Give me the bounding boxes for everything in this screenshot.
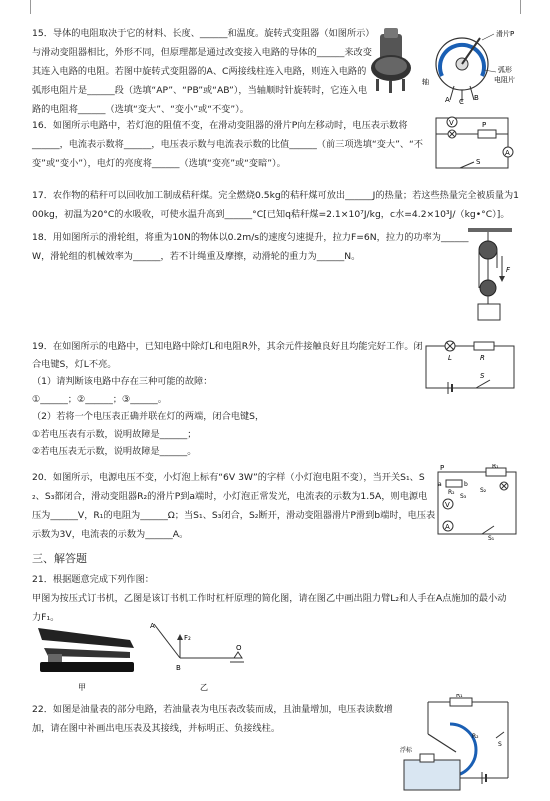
q20-line-3: 压为______V，R₁的电阻为______Ω；当S₁、S₃闭合，S₂断开，滑动变阻器滑片P滑到b端时，电压表: [32, 510, 436, 521]
corner-mark: [520, 0, 529, 14]
lever-diagram: [154, 624, 244, 662]
q19-line-6: ①若电压表有示数，说明故障是______；: [32, 428, 197, 440]
q18-line-1: 18．用如图所示的滑轮组，将重为10N的物体以0.2m/s的速度匀速提升，拉力F=6N，拉力的功率为______: [32, 232, 469, 243]
rotary-rheostat-figure: [370, 24, 520, 104]
label-yi: 乙: [200, 683, 208, 692]
label-resistor-piece: 电阻片: [494, 76, 515, 84]
label-b: B: [474, 94, 479, 102]
label-l: L: [448, 354, 452, 362]
label-force-f: F: [506, 266, 511, 274]
label-b-end: b: [464, 481, 468, 488]
q21-line-1: 21．根据题意完成下列作图：: [32, 574, 154, 585]
pulley-figure: [466, 228, 516, 324]
q22-line-1: 22．如图是油量表的部分电路，若油量表为电压表改装而成，且油量增加，电压表读数增: [32, 704, 393, 715]
label-a-end: a: [438, 481, 442, 488]
question-15: [32, 24, 374, 119]
label-ammeter: A: [505, 149, 510, 157]
label-a: A: [445, 96, 450, 104]
label-slider-p: 滑片P: [496, 30, 515, 38]
stapler-lever-figure: [30, 618, 270, 694]
circuit-figure-20: [432, 464, 522, 540]
label-r2: R₂: [448, 489, 455, 496]
label-f2: F₂: [184, 634, 191, 642]
q22-line-2: 加，请在图中补画出电压表及其接线，并标明正、负接线柱。: [32, 723, 281, 734]
q20-line-2: ₂、S₃都闭合，滑动变阻器R₂的滑片P到a端时，小灯泡正常发光，电流表的示数为1.5A，则电源电: [32, 491, 428, 502]
label-r1-22: R₁: [456, 694, 463, 699]
label-switch-s: S: [480, 372, 485, 380]
q19-line-3: （1）请判断该电路中存在三种可能的故障：: [32, 376, 213, 387]
corner-mark: [22, 0, 31, 14]
q19-line-5: （2）若将一个电压表正确并联在灯的两端，闭合电键S，: [32, 411, 265, 422]
label-float: 浮标: [400, 747, 413, 754]
q17-line-2: 00kg，初温为20°C的水吸收，可使水温升高到______°C[已知q秸秆煤=2.1×10⁷J/kg，c水=4.2×10³J/（kg•°C）]。: [32, 209, 510, 220]
question-19: [32, 338, 423, 461]
circuit-figure-19: [420, 338, 520, 394]
question-18: [32, 228, 469, 266]
question-20: [32, 468, 435, 544]
q20-line-4: 示数为3V，电流表的示数为______A。: [32, 529, 189, 540]
knob-image: [371, 28, 411, 93]
label-s1: S₁: [488, 535, 495, 540]
q15-line-4: 弧形电阻片是______段（选填“AP”、“PB”或“AB”），当轴顺时针旋转时，它连入电: [32, 85, 368, 96]
question-17: [32, 186, 519, 224]
q20-line-1: 20．如图所示，电源电压不变，小灯泡上标有“6V 3W”的字样（小灯泡电阻不变），当开关S₁、S: [32, 472, 425, 483]
label-voltmeter-20: V: [445, 501, 450, 509]
label-voltmeter: V: [449, 119, 454, 127]
label-c: C: [459, 98, 464, 104]
label-ammeter-20: A: [445, 523, 450, 531]
q17-line-1: 17．农作物的秸秆可以回收加工制成秸秆煤。完全燃烧0.5kg的秸秆煤可放出______J的热量；若这些热量完全被质量为1: [32, 190, 520, 201]
label-s: S: [476, 158, 481, 166]
label-o: O: [236, 644, 242, 652]
label-s-22: S: [498, 741, 502, 748]
q19-line-1: 19．在如图所示的电路中，已知电路中除灯L和电阻R外，其余元件接触良好且均能完好工作。闭: [32, 341, 423, 352]
question-22: [32, 700, 393, 738]
q19-line-7: ②若电压表无示数，说明故障是______。: [32, 446, 197, 457]
q21-line-3: 力F₁。: [32, 612, 60, 623]
oil-gauge-figure: [398, 694, 524, 798]
stapler-image: [38, 628, 134, 672]
q15-line-1: 15．导体的电阻取决于它的材料、长度、______和温度。旋转式变阻器（如图所示）: [32, 28, 375, 39]
label-p: P: [440, 464, 445, 472]
q16-line-2: ______，电流表示数将______，电压表示数与电流表示数的比值______（前三项选填“变大”、“不: [32, 139, 423, 150]
q15-line-3: 其连入电路的电阻。若图中旋转式变阻器的A、C两接线柱连入电路，则连入电路的: [32, 66, 367, 77]
label-b: B: [176, 664, 181, 672]
q15-line-2: 与滑动变阻器相比，外形不同，但原理都是通过改变接入电路的导体的______来改变: [32, 47, 372, 58]
label-s2: S₂: [480, 487, 487, 494]
label-r2-22: R₂: [472, 733, 479, 740]
section-heading: 三、解答题: [32, 552, 87, 565]
q16-line-3: 变”或“变小”），电灯的亮度将______（选填“变亮”或“变暗”）。: [32, 158, 286, 169]
q18-line-2: W，滑轮组的机械效率为______，若不计绳重及摩擦，动滑轮的重力为______N。: [32, 251, 361, 262]
label-arc: 弧形: [498, 66, 512, 74]
label-r: R: [480, 354, 485, 362]
label-shaft: 轴: [422, 78, 429, 86]
q21-line-2: 甲图为按压式订书机，乙图是该订书机工作时杠杆原理的简化图，请在图乙中画出阻力臂L₂和人手在A点施加的最小动: [32, 593, 507, 604]
label-p: P: [482, 121, 487, 129]
q15-line-5: 路的电阻将______（选填“变大”、“变小”或“不变”）。: [32, 104, 249, 115]
label-r1: R₁: [492, 464, 499, 470]
label-s3: S₃: [460, 493, 467, 500]
label-jia: 甲: [78, 683, 86, 692]
circuit-figure-16: [430, 112, 516, 174]
rheostat-schematic: [436, 34, 496, 102]
q19-line-2: 合电键S，灯L不亮。: [32, 358, 117, 370]
label-a: A: [150, 622, 155, 630]
q16-line-1: 16．如图所示电路中，若灯泡的阻值不变，在滑动变阻器的滑片P向左移动时，电压表示数将: [32, 120, 408, 131]
q19-line-4: ①______；②______；③______。: [32, 393, 167, 405]
question-16: [32, 116, 423, 173]
